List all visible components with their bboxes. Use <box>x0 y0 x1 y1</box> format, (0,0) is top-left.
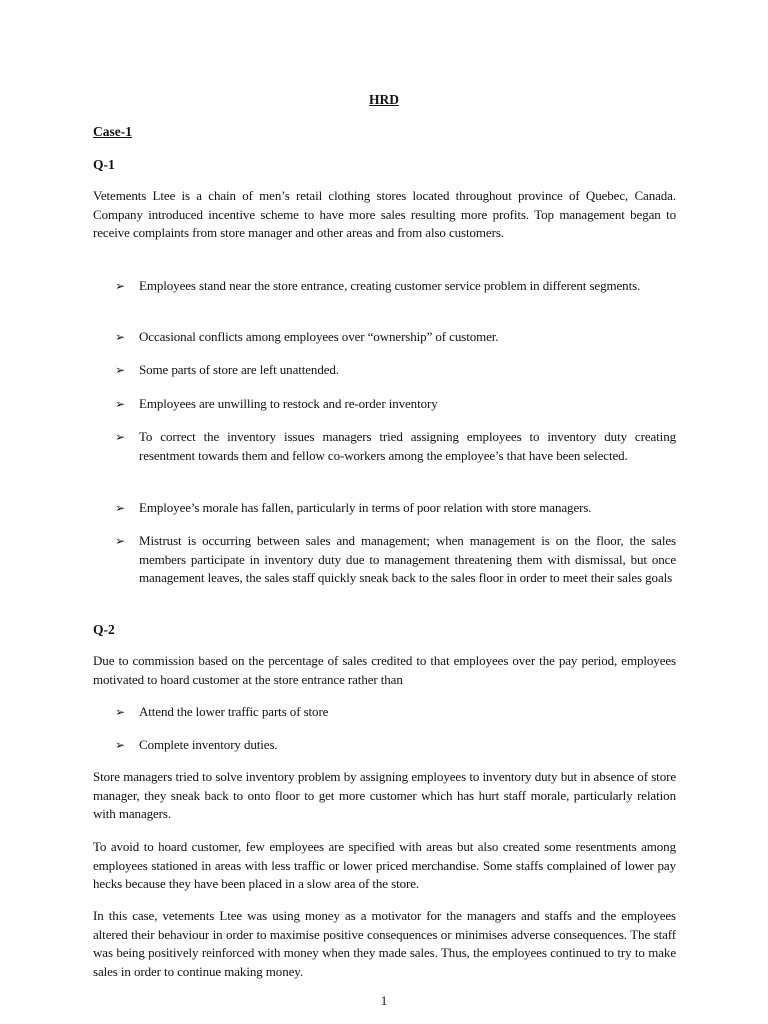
arrow-bullet-icon: ➢ <box>115 397 126 411</box>
arrow-bullet-icon: ➢ <box>115 279 126 293</box>
q2-paragraph: Store managers tried to solve inventory problem by assigning employees to inventory duty but in absence of store manager, they sneak back to onto floor to get more customer which has hurt staff morale, particularly relation with managers. <box>93 769 676 821</box>
q1-bullet-text: Mistrust is occurring between sales and management; when management is on the floor, the sales members participate in inventory duty due to management threatening them with dismissal, but once management leaves, the sales staff quickly sneak back to the sales floor in order to meet their sales goals <box>139 533 676 585</box>
arrow-bullet-icon: ➢ <box>115 330 126 344</box>
q1-bullet-text: Some parts of store are left unattended. <box>139 362 339 377</box>
q1-heading: Q-1 <box>93 157 115 172</box>
q2-intro-paragraph: Due to commission based on the percentage of sales credited to that employees over the pay period, employees motivated to hoard customer at the store entrance rather than <box>93 653 676 687</box>
q2-paragraph: To avoid to hoard customer, few employees are specified with areas but also created some resentments among employees stationed in areas with less traffic or lower priced merchandise. Some staffs complained of lower pay hecks because they have been placed in a slow area of the store. <box>93 839 676 891</box>
page-number: 1 <box>380 993 388 1008</box>
q1-bullet-text: To correct the inventory issues managers tried assigning employees to inventory duty creating resentment towards them and fellow co-workers among the employee’s that have been selected. <box>139 429 676 463</box>
q1-bullet <box>115 499 676 518</box>
q1-bullet <box>115 328 676 347</box>
q1-bullet <box>115 395 676 414</box>
q1-bullet <box>115 277 676 296</box>
q1-bullet-text: Employees stand near the store entrance, creating customer service problem in different segments. <box>139 278 641 293</box>
arrow-bullet-icon: ➢ <box>115 534 126 548</box>
q2-bullet <box>115 703 676 722</box>
q1-bullet <box>115 428 676 465</box>
q1-bullet-text: Employees are unwilling to restock and re-order inventory <box>139 396 438 411</box>
arrow-bullet-icon: ➢ <box>115 705 126 719</box>
q2-paragraph: In this case, vetements Ltee was using money as a motivator for the managers and staffs and the employees altered their behaviour in order to maximise positive consequences or minimises adverse consequences. The staff was being positively reinforced with money when they made sales. Thus, the employees continued to try to make sales in order to continue making money. <box>93 908 676 979</box>
document-title: HRD <box>369 92 399 107</box>
arrow-bullet-icon: ➢ <box>115 501 126 515</box>
q2-bullet-text: Complete inventory duties. <box>139 737 278 752</box>
case-heading: Case-1 <box>93 124 132 139</box>
q2-heading: Q-2 <box>93 622 115 637</box>
arrow-bullet-icon: ➢ <box>115 738 126 752</box>
q1-bullet <box>115 532 676 588</box>
q2-bullet-text: Attend the lower traffic parts of store <box>139 704 329 719</box>
arrow-bullet-icon: ➢ <box>115 430 126 444</box>
q1-intro-paragraph: Vetements Ltee is a chain of men’s retail clothing stores located throughout province of Quebec, Canada. Company introduced incentive scheme to have more sales resulting more profits. Top management began to receive complaints from store manager and other areas and from also customers. <box>93 188 676 240</box>
q1-bullet <box>115 361 676 380</box>
q1-bullet-text: Employee’s morale has fallen, particularly in terms of poor relation with store managers. <box>139 500 592 515</box>
q1-bullet-text: Occasional conflicts among employees over “ownership” of customer. <box>139 329 499 344</box>
q2-bullet <box>115 736 676 755</box>
arrow-bullet-icon: ➢ <box>115 363 126 377</box>
